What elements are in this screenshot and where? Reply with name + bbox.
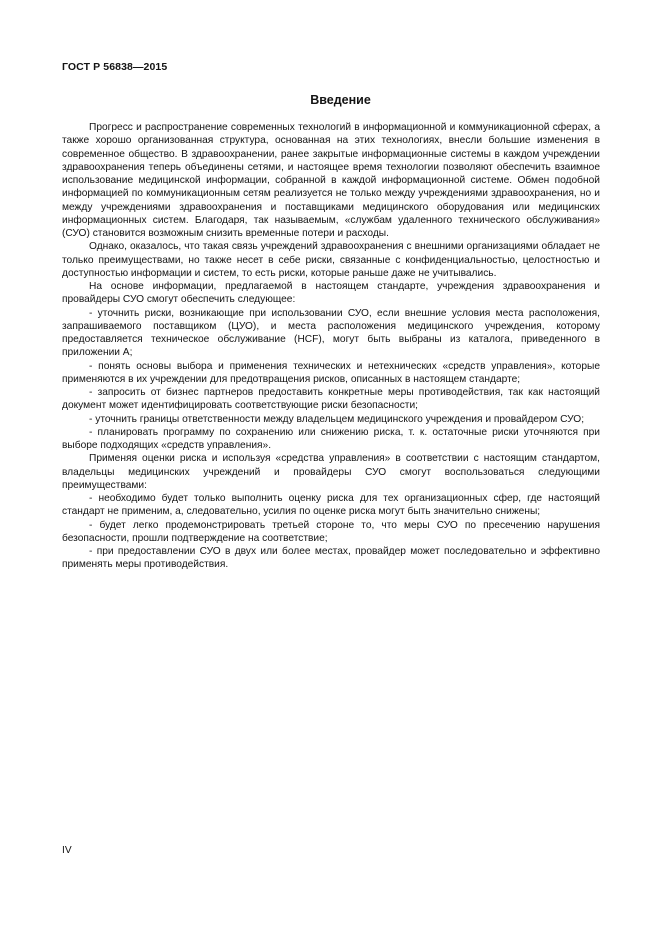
paragraph: Применяя оценки риска и используя «средства управления» в соответствии с настоящим стандартом, владельцы медицинских учреждений и провайдеры СУО смогут воспользоваться следующими преимуществами: [62,453,600,491]
title-text: Введение [310,93,371,107]
document-body [62,121,600,572]
page-number: IV [62,845,72,856]
paragraph: Однако, оказалось, что такая связь учреждений здравоохранения с внешними организациями обладает не только преимуществами, но также несет в себе риски, связанные с конфиденциальностью, целостностью и доступностью информации и систем, то есть риски, которые раньше даже не учитывались. [62,241,600,279]
list-item: - понять основы выбора и применения технических и нетехнических «средств управления», которые применяются в их учреждении для предотвращения рисков, описанных в настоящем стандарте; [62,360,600,385]
list-item: - необходимо будет только выполнить оценку риска для тех организационных сфер, где настоящий стандарт не применим, а, следовательно, усилия по оценке риска могут быть значительно снижены; [62,493,600,518]
paragraph: На основе информации, предлагаемой в настоящем стандарте, учреждения здравоохранения и провайдеры СУО смогут обеспечить следующее: [62,281,600,306]
list-item: - при предоставлении СУО в двух или более местах, провайдер может последовательно и эффективно применять меры противодействия. [62,546,600,571]
list-item: - планировать программу по сохранению или снижению риска, т. к. остаточные риски уточняются при выборе подходящих «средств управления». [62,426,600,451]
standard-code: ГОСТ Р 56838—2015 [62,61,168,73]
list-item: - запросить от бизнес партнеров предоставить конкретные меры противодействия, так как настоящий документ может идентифицировать соответствующие риски безопасности; [62,387,600,412]
list-item: - уточнить границы ответственности между владельцем медицинского учреждения и провайдером СУО; [89,413,585,425]
page-title [0,93,661,107]
paragraph: Прогресс и распространение современных технологий в информационной и коммуникационной сферах, а также хорошо организованная структура, основанная на этих технологиях, внесли большие изменения в современное общество. В здравоохранении, ранее закрытые информационные системы в каждом учреждении здравоохранения теперь объединены сетями, и настоящее время технологии позволяют обеспечить взаимное использование медицинской информации, собранной в каждой информационной системе. Обмен подобной информацией по коммуникационным сетям реализуется не только между учреждениями здравоохранения, но и между учреждениями здравоохранения и поставщиками медицинского оборудования или медицинских информационных систем. Благодаря, так называемым, «службам удаленного технического обслуживания» (СУО) становится возможным снизить временные потери и расходы. [62,122,600,239]
list-item: - уточнить риски, возникающие при использовании СУО, если внешние условия места расположения, запрашиваемого поставщиком (ЦУО), и места расположения медицинского учреждения, которому предоставляется техническое обслуживание (HCF), могут быть выбраны из каталога, приведенного в приложении А; [62,307,600,359]
list-item: - будет легко продемонстрировать третьей стороне то, что меры СУО по пресечению нарушения безопасности, прошли подтверждение на соответствие; [62,519,600,544]
